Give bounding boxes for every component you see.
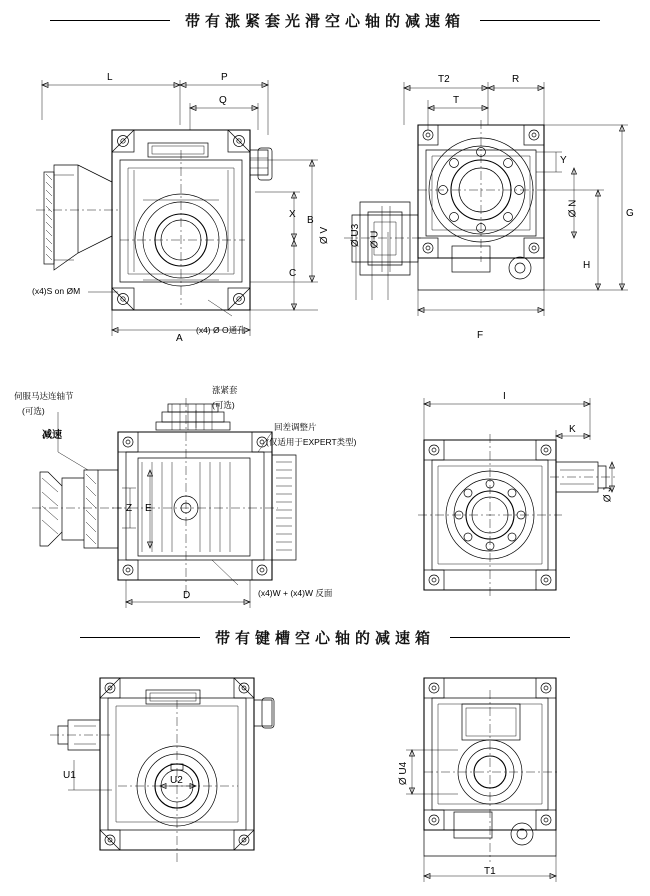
dim-U2: U2	[170, 775, 183, 786]
note-reducer: 减速	[42, 430, 62, 441]
dim-I: I	[503, 391, 506, 402]
dim-B: B	[307, 215, 314, 226]
dim-T: T	[453, 95, 460, 106]
note-servo-coupling-opt: (可选)	[22, 406, 45, 416]
dim-D: D	[183, 590, 191, 601]
view-top-right	[344, 82, 628, 316]
dim-diameter-U: Ø U	[369, 230, 381, 249]
dim-diameter-J: Ø J	[602, 486, 614, 503]
dim-Z: Z	[126, 503, 133, 514]
note-through-hole: (x4) Ø O通孔	[196, 325, 246, 335]
dim-E: E	[145, 503, 152, 514]
dim-R: R	[512, 74, 520, 85]
dim-H: H	[583, 260, 591, 271]
dim-L: L	[107, 72, 113, 83]
note-w-reverse: (x4)W + (x4)W 反面	[258, 588, 333, 598]
dim-K: K	[569, 424, 576, 435]
dim-Y: Y	[560, 155, 567, 166]
title-mid-text: 带有键槽空心轴的减速箱	[214, 630, 435, 647]
title2-rule-left	[80, 637, 200, 638]
view-bottom-right	[406, 678, 560, 882]
dim-G: G	[626, 208, 634, 219]
view-top-left	[36, 80, 318, 336]
view-mid-left	[32, 398, 296, 608]
dim-diameter-U4: Ø U4	[398, 761, 410, 786]
page-title-mid	[0, 627, 650, 648]
note-shim-line2: (仅适用于EXPERT类型)	[266, 437, 357, 447]
dim-Q: Q	[219, 95, 227, 106]
dim-A: A	[176, 333, 183, 344]
dim-X: X	[289, 209, 296, 220]
note-s-on-m: (x4)S on ØM	[32, 286, 81, 296]
note-servo-coupling: 伺服马达连轴节	[14, 391, 74, 401]
dim-diameter-V: Ø V	[319, 226, 331, 245]
dim-F: F	[477, 330, 484, 341]
note-shim-line1: 回差调整片	[274, 422, 317, 432]
dim-U1: U1	[63, 770, 76, 781]
dim-C: C	[289, 268, 297, 279]
note-shrink-disc: 涨紧套	[212, 385, 238, 395]
view-bottom-left	[50, 678, 274, 862]
dim-P: P	[221, 72, 228, 83]
dim-T1: T1	[484, 866, 496, 877]
view-mid-right	[418, 398, 616, 596]
title2-rule-right	[450, 637, 570, 638]
title-top-text: 带有涨紧套光滑空心轴的减速箱	[184, 13, 465, 30]
dim-T2: T2	[438, 74, 450, 85]
dim-diameter-U3: Ø U3	[350, 223, 362, 248]
dim-diameter-N: Ø N	[567, 199, 579, 218]
note-shrink-disc-opt: (可选)	[212, 400, 235, 410]
